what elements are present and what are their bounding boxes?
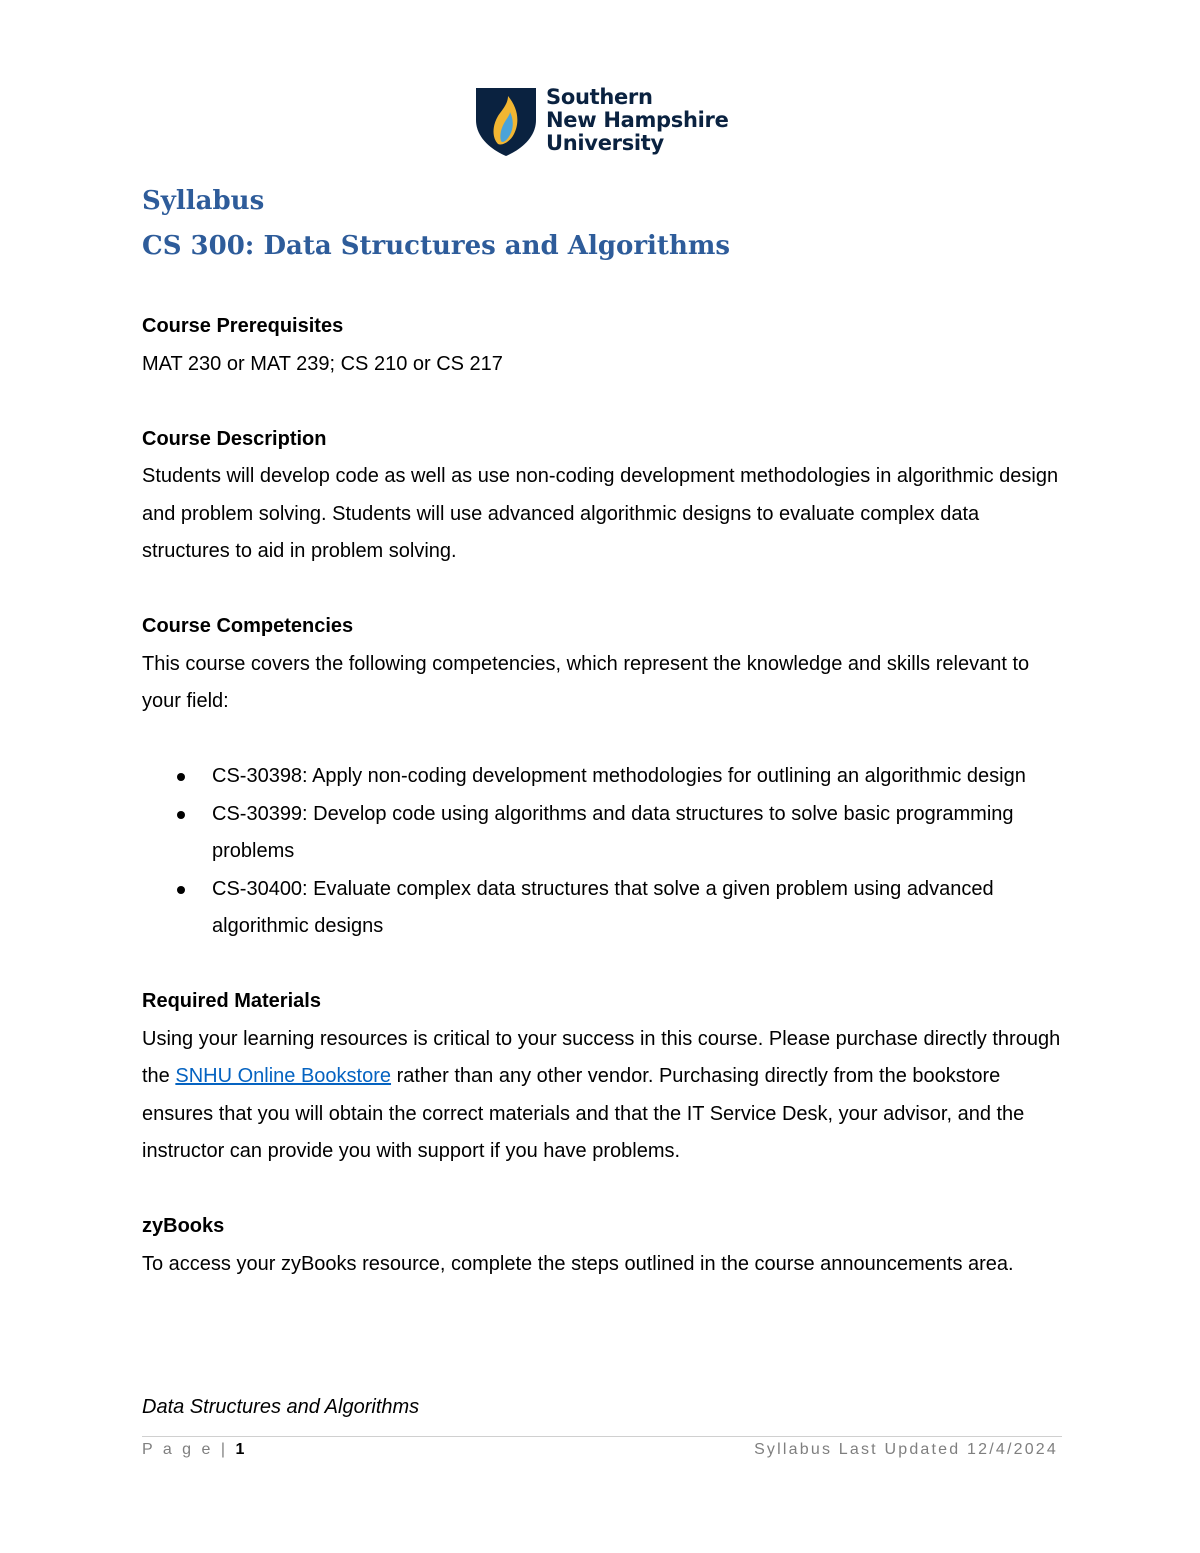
competency-text: CS-30398: Apply non-coding development methodologies for outlining an algorithmic design [212,765,1026,787]
description-text: Students will develop code as well as use non-coding development methodologies in algorithmic design and problem solving. Students will use advanced algorithmic designs to evaluate complex data structures to aid in problem solving. [142,465,1059,562]
syllabus-body [142,308,1072,1283]
bookstore-link[interactable]: SNHU Online Bookstore [175,1065,392,1087]
bullet-icon [177,773,185,781]
materials-heading: Required Materials [142,990,321,1012]
zybooks-text: To access your zyBooks resource, complete the steps outlined in the course announcements area. [142,1252,1014,1275]
bullet-icon [177,886,185,894]
page-number: 1 [235,1441,248,1458]
logo-line-1: Southern [546,85,653,109]
description-heading: Course Description [142,427,327,450]
prerequisites-heading: Course Prerequisites [142,315,344,337]
materials-text-before: Using your learning resources is critical to your success in this course. Please purchase directly through the [142,1027,1061,1087]
doc-title: Syllabus [142,186,265,216]
list-item [142,758,1072,796]
materials-text-after: rather than any other vendor. Purchasing directly from the bookstore ensures that you will obtain the correct materials and that the IT Service Desk, your advisor, and the instructor can provide you with support if you have problems. [142,1065,1025,1162]
materials-text [142,1021,1072,1171]
list-item [142,871,1072,946]
prerequisites-text: MAT 230 or MAT 239; CS 210 or CS 217 [142,352,503,375]
bullet-icon [177,811,185,819]
competency-text: CS-30400: Evaluate complex data structures that solve a given problem using advanced algorithmic designs [212,877,994,937]
logo-line-3: University [546,131,664,155]
competencies-list [142,758,1072,946]
shield-flame-icon [474,86,538,158]
footer-page-number [142,1441,247,1459]
competencies-heading: Course Competencies [142,615,354,637]
footer-last-updated: Syllabus Last Updated 12/4/2024 [754,1441,1058,1458]
course-title: CS 300: Data Structures and Algorithms [142,231,730,261]
competencies-intro: This course covers the following competencies, which represent the knowledge and skills relevant to your field: [142,652,1030,712]
footer-divider [142,1436,1062,1437]
page-label: P a g e | [142,1441,236,1458]
logo-line-2: New Hampshire [546,108,729,132]
footer-doc-name: Data Structures and Algorithms [142,1396,420,1418]
competency-text: CS-30399: Develop code using algorithms and data structures to solve basic programming problems [212,802,1014,862]
zybooks-heading: zyBooks [142,1215,225,1237]
snhu-logo [474,86,734,158]
logo-wordmark [546,86,729,155]
list-item [142,796,1072,871]
